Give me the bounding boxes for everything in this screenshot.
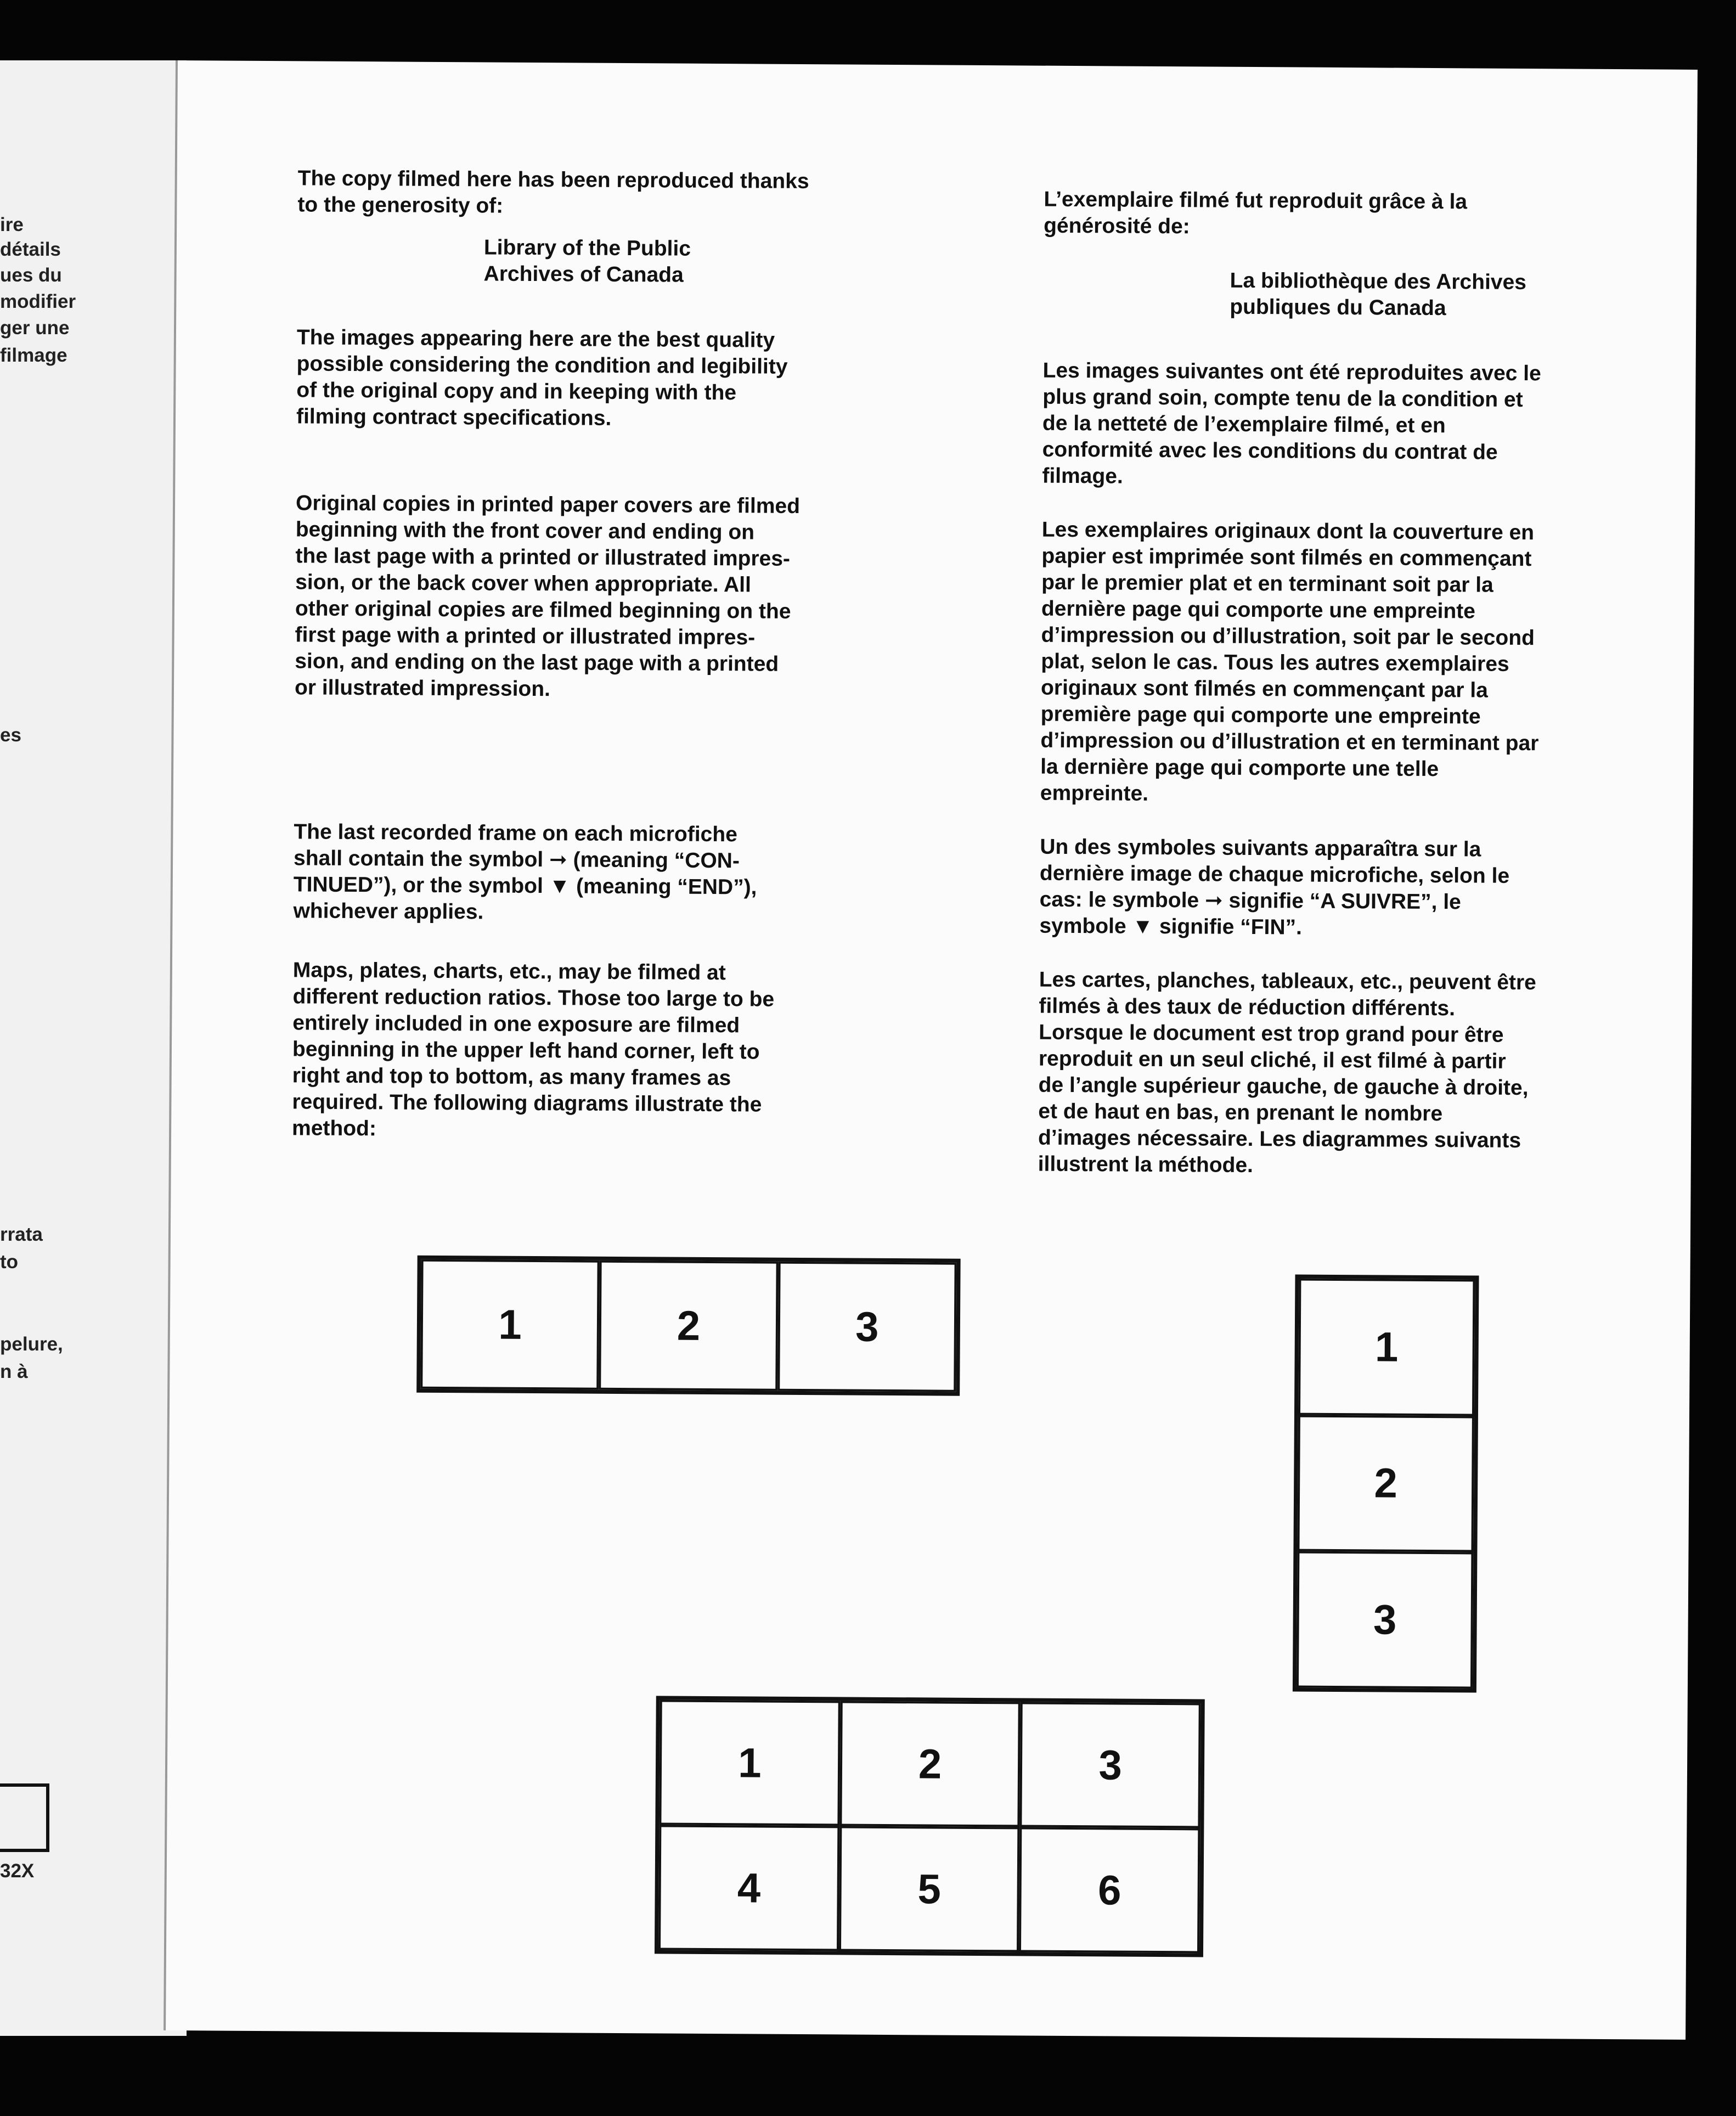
diagram-grid-frames	[655, 1696, 1205, 1957]
french-maps-paragraph: Les cartes, planches, tableaux, etc., peuvent être filmés à des taux de réduction différents. Lorsque le document est trop grand pour être reproduit en un seul cliché, il est filmé à partir de l’angle supérieur gauche, de gauche à droite, et de haut en bas, en prenant le nombre d’images nécessaire. Les diagrammes suivants illustrent la méthode.	[1038, 967, 1536, 1178]
prev-fragment-text: ire	[0, 214, 24, 235]
prev-fragment-text: pelure,	[0, 1333, 63, 1355]
english-symbols-paragraph: The last recorded frame on each microfiche shall contain the symbol ➞ (meaning “CON- TINUED”), or the symbol ▼ (meaning “END”), whichever applies.	[293, 820, 757, 924]
diagram-vertical-frames	[1293, 1275, 1479, 1693]
diagram-horizontal-frames	[416, 1256, 961, 1396]
frame-number: 3	[777, 1262, 957, 1392]
english-maps-paragraph: Maps, plates, charts, etc., may be filmed at different reduction ratios. Those too large to be entirely included in one exposure are filmed beginning in the upper left hand corner, left to right and top to bottom, as many frames as required. The following diagrams illustrate the method:	[291, 958, 775, 1141]
frame-number: 3	[1297, 1551, 1474, 1689]
prev-fragment-text: 32X	[0, 1860, 35, 1882]
prev-fragment-text: es	[0, 724, 21, 746]
frame-number: 1	[420, 1259, 600, 1390]
frame-number: 6	[1019, 1827, 1200, 1953]
filming-notice-page	[164, 60, 1698, 2040]
french-column	[1038, 187, 1664, 1181]
frame-number: 1	[659, 1699, 840, 1826]
french-library-name: La bibliothèque des Archives publiques du Canada	[1230, 268, 1527, 320]
prev-fragment-text: détails	[0, 239, 61, 260]
previous-page-fragment	[0, 60, 187, 2036]
frame-number: 1	[1298, 1279, 1475, 1416]
frame-number: 2	[839, 1701, 1021, 1827]
french-symbols-paragraph: Un des symboles suivants apparaîtra sur la dernière image de chaque microfiche, selon le cas: le symbole ➞ signifie “A SUIVRE”, le symbole ▼ signifie “FIN”.	[1039, 835, 1510, 939]
english-acknowledgement: The copy filmed here has been reproduced thanks to the generosity of:	[297, 166, 809, 218]
french-covers-paragraph: Les exemplaires originaux dont la couverture en papier est imprimée sont filmés en commençant par le premier plat et en terminant soit par la dernière page qui comporte une empreinte d’impression ou d’illustration, soit par le second plat, selon le cas. Tous les autres exemplaires originaux sont filmés en commençant par la première page qui comporte une empreinte d’impression ou d’illustration et en terminant par la dernière page qui comporte une telle empreinte.	[1040, 517, 1539, 806]
prev-fragment-text: ger une	[0, 317, 70, 339]
prev-fragment-box	[0, 1783, 49, 1852]
frame-number: 5	[839, 1826, 1020, 1952]
prev-fragment-text: to	[0, 1251, 19, 1273]
french-acknowledgement: L’exemplaire filmé fut reproduit grâce à la générosité de:	[1044, 187, 1468, 239]
english-library-name: Library of the Public Archives of Canada	[483, 235, 691, 287]
prev-fragment-text: ues du	[0, 264, 62, 286]
prev-fragment-text: modifier	[0, 291, 76, 312]
frame-number: 4	[658, 1825, 839, 1951]
frame-number: 2	[1297, 1415, 1474, 1552]
prev-fragment-text: rrata	[0, 1224, 43, 1245]
french-quality-paragraph: Les images suivantes ont été reproduites avec le plus grand soin, compte tenu de la condition et de la netteté de l’exemplaire filmé, et en conformité avec les conditions du contrat de filmage.	[1042, 358, 1541, 488]
prev-fragment-text: n à	[0, 1361, 28, 1382]
english-quality-paragraph: The images appearing here are the best quality possible considering the condition and legibility of the original copy and in keeping with the filming contract specifications.	[296, 325, 788, 430]
prev-fragment-text: filmage	[0, 345, 67, 366]
frame-number: 2	[599, 1260, 779, 1391]
english-column	[292, 165, 918, 1145]
frame-number: 3	[1020, 1702, 1201, 1828]
english-covers-paragraph: Original copies in printed paper covers are filmed beginning with the front cover and ending on the last page with a printed or illustrated impres- sion, or the back cover when appropriate. All other original copies are filmed beginning on the first page with a printed or illustrated impres- sion, and ending on the last page with a printed or illustrated impression.	[294, 491, 801, 701]
